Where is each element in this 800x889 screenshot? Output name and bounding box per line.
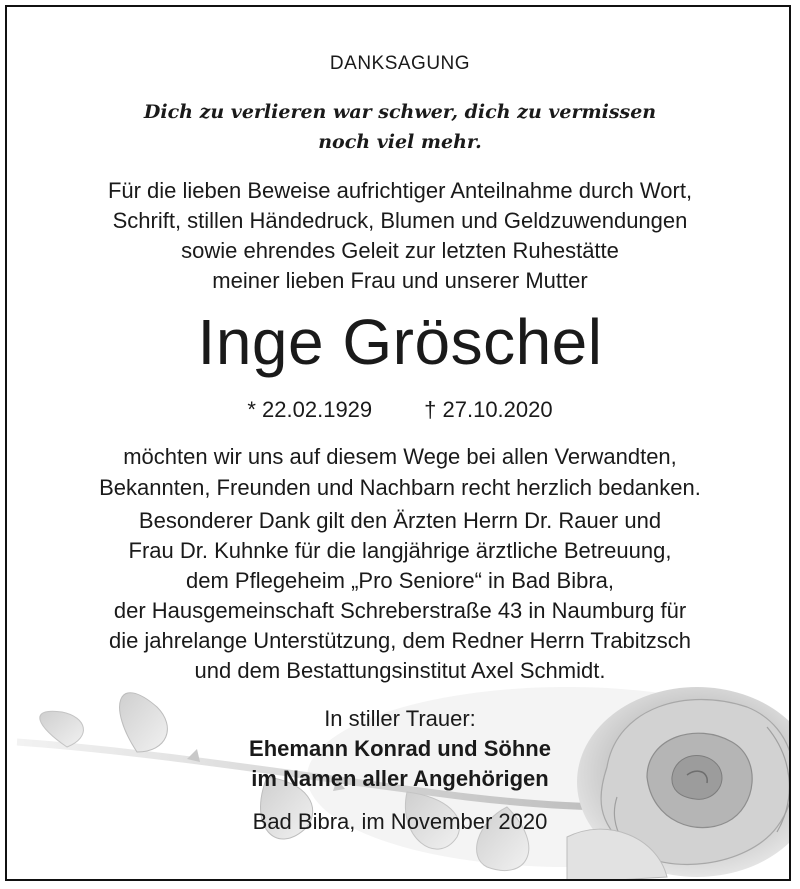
intro-line-2: Schrift, stillen Händedruck, Blumen und Geldzuwendungen [112,208,688,233]
motto-line-2: noch viel mehr. [318,131,482,153]
thanks-line-2: Bekannten, Freunden und Nachbarn recht herzlich bedanken. [99,475,701,500]
intro-line-1: Für die lieben Beweise aufrichtiger Anteilnahme durch Wort, [107,178,693,203]
intro-line-3: sowie ehrendes Geleit zur letzten Ruhestätte [181,238,619,263]
life-dates [7,397,791,423]
thanks-line-6: der Hausgemeinschaft Schreberstraße 43 in Naumburg für [113,598,687,623]
signatory-line-1: Ehemann Konrad und Söhne [249,736,551,761]
deceased-name: Inge Gröschel [197,306,603,378]
signatory-line-2: im Namen aller Angehörigen [251,766,549,791]
obituary-notice [5,5,791,881]
motto-line-1: Dich zu verlieren war schwer, dich zu vermissen [143,101,657,123]
thanks-line-5: dem Pflegeheim „Pro Seniore“ in Bad Bibra, [186,568,614,593]
thanks-line-8: und dem Bestattungsinstitut Axel Schmidt. [194,658,606,683]
thanks-line-1: möchten wir uns auf diesem Wege bei allen Verwandten, [123,444,677,469]
place-date: Bad Bibra, im November 2020 [252,809,548,834]
birth-date: * 22.02.1929 [247,397,373,422]
thanks-line-3: Besonderer Dank gilt den Ärzten Herrn Dr. Rauer und [138,508,662,533]
mourning-label: In stiller Trauer: [324,706,476,731]
death-date: † 27.10.2020 [424,397,553,422]
intro-line-4: meiner lieben Frau und unserer Mutter [212,268,588,293]
thanks-line-4: Frau Dr. Kuhnke für die langjährige ärztliche Betreuung, [128,538,672,563]
notice-heading: DANKSAGUNG [329,53,471,74]
thanks-line-7: die jahrelange Unterstützung, dem Redner Herrn Trabitzsch [108,628,692,653]
